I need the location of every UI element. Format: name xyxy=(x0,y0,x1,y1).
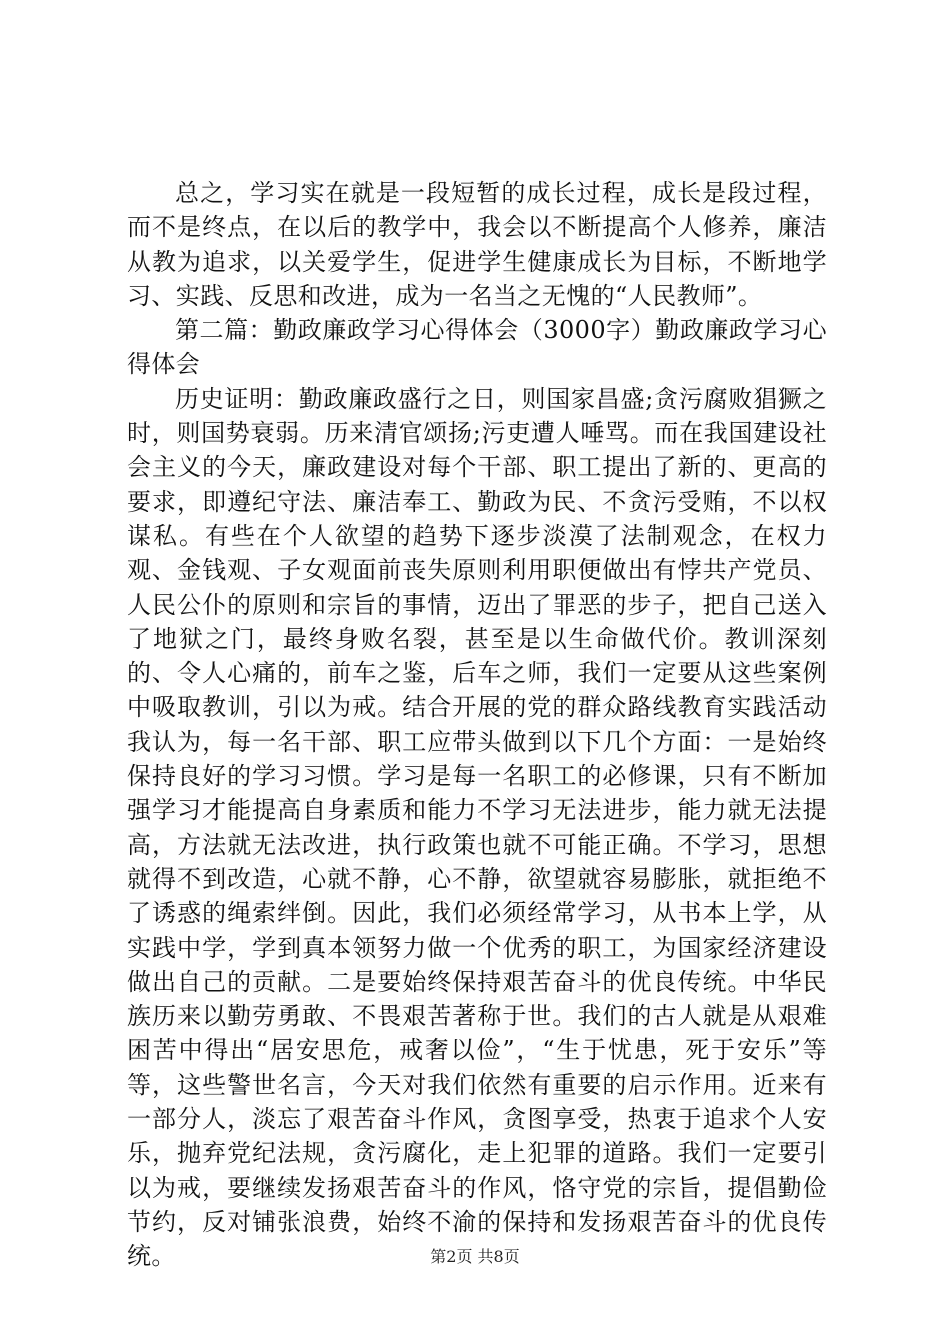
paragraph-main: 历史证明：勤政廉政盛行之日，则国家昌盛;贪污腐败猖獗之时，则国势衰弱。历来清官颂扬;污吏遭人唾骂。而在我国建设社会主义的今天，廉政建设对每个干部、职工提出了新的、更高的要求，即遵纪守法、廉洁奉工、勤政为民、不贪污受贿，不以权谋私。有些在个人欲望的趋势下逐步淡漠了法制观念，在权力观、金钱观、子女观面前丧失原则利用职便做出有悖共产党员、人民公仆的原则和宗旨的事情，迈出了罪恶的步子，把自己送入了地狱之门，最终身败名裂，甚至是以生命做代价。教训深刻的、令人心痛的，前车之鉴，后车之师，我们一定要从这些案例中吸取教训，引以为戒。结合开展的党的群众路线教育实践活动我认为，每一名干部、职工应带头做到以下几个方面：一是始终保持良好的学习习惯。学习是每一名职工的必修课，只有不断加强学习才能提高自身素质和能力不学习无法进步，能力就无法提高，方法就无法改进，执行政策也就不可能正确。不学习，思想就得不到改造，心就不静，心不静，欲望就容易膨胀，就拒绝不了诱惑的绳索绊倒。因此，我们必须经常学习，从书本上学，从实践中学，学到真本领努力做一个优秀的职工，为国家经济建设做出自己的贡献。二是要始终保持艰苦奋斗的优良传统。中华民族历来以勤劳勇敢、不畏艰苦著称于世。我们的古人就是从艰难困苦中得出“居安思危，戒奢以俭”，“生于忧患，死于安乐”等等，这些警世名言，今天对我们依然有重要的启示作用。近来有一部分人，淡忘了艰苦奋斗作风，贪图享受，热衷于追求个人安乐，抛弃党纪法规，贪污腐化，走上犯罪的道路。我们一定要引以为戒，要继续发扬艰苦奋斗的作风，恪守党的宗旨，提倡勤俭节约，反对铺张浪费，始终不渝的保持和发扬艰苦奋斗的优良传统。 xyxy=(127,384,827,1271)
page-footer xyxy=(0,1244,950,1267)
paragraph-conclusion: 总之，学习实在就是一段短暂的成长过程，成长是段过程，而不是终点，在以后的教学中，我会以不断提高个人修养，廉洁从教为追求，以关爱学生，促进学生健康成长为目标，不断地学习、实践、反思和改进，成为一名当之无愧的“人民教师”。 xyxy=(127,179,827,310)
document-body xyxy=(127,176,827,1274)
section-heading: 第二篇：勤政廉政学习心得体会（3000字）勤政廉政学习心得体会 xyxy=(127,316,827,379)
page-number: 第2页 共8页 xyxy=(430,1247,520,1266)
